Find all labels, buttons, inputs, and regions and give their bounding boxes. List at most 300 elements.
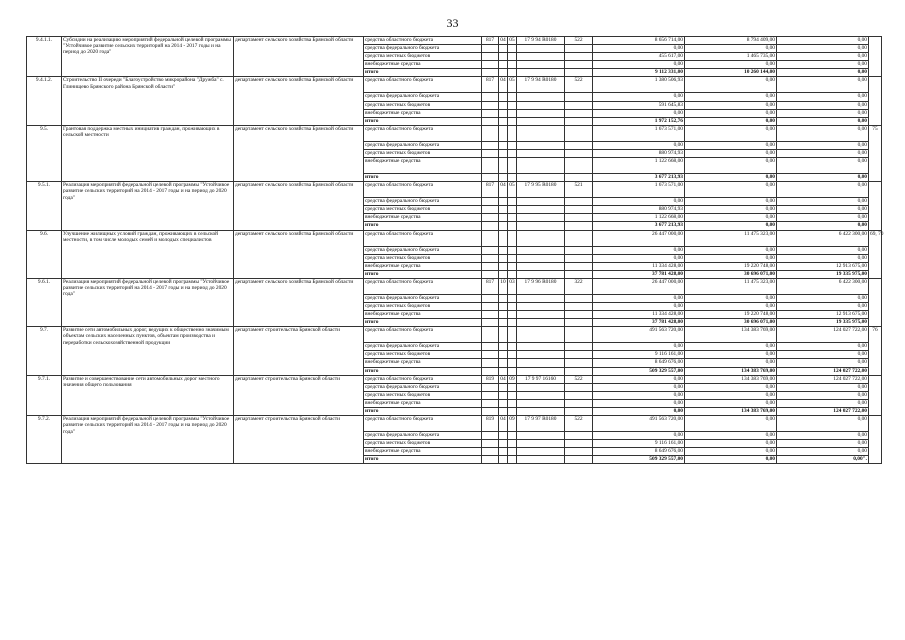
amount-year1-cell: 0,00 <box>593 383 685 391</box>
budget-table <box>26 36 882 464</box>
amount-year1-cell: 1 122 668,00 <box>593 158 685 174</box>
table-row <box>27 278 882 294</box>
subsection-code-cell <box>508 101 517 109</box>
funding-source-cell: средства местных бюджетов <box>364 391 482 399</box>
executor-cell: департамент сельского хозяйства Брянской области <box>234 125 364 181</box>
subsection-code-cell: 05 <box>509 37 515 43</box>
expense-type-cell <box>565 319 593 327</box>
funding-source-cell: средства областного бюджета <box>364 327 482 343</box>
table-row <box>27 37 882 45</box>
target-article-cell <box>517 359 565 367</box>
executor-cell: департамент сельского хозяйства Брянской области <box>234 37 364 77</box>
amount-year2-cell: 0,00 <box>685 158 777 174</box>
grbs-code-cell <box>482 270 499 278</box>
expense-type-cell: 322 <box>565 278 593 294</box>
item-number-cell: 9.5.1. <box>27 182 62 230</box>
subsection-code-cell <box>508 294 517 302</box>
executor-cell: департамент сельского хозяйства Брянской области <box>234 230 364 278</box>
amount-year1-cell: 491 563 720,00 <box>593 416 685 432</box>
funding-source-cell: внебюджетные средства <box>364 399 482 407</box>
target-article-cell <box>517 432 565 440</box>
section-code-cell <box>499 101 508 109</box>
amount-year3-cell: 0,00". <box>777 456 869 464</box>
amount-year2-cell: 0,00 <box>685 117 777 125</box>
subsection-code-cell: 09 <box>509 375 515 382</box>
amount-year1-cell: 0,00 <box>593 93 685 101</box>
section-code-cell <box>499 222 508 230</box>
section-code-cell <box>499 149 508 157</box>
amount-year1-cell: 0,00 <box>593 399 685 407</box>
amount-year1-cell: 0,00 <box>593 375 685 383</box>
amount-year1-cell: 0,00 <box>593 246 685 254</box>
grbs-code-cell <box>482 319 499 327</box>
amount-year3-cell: 6 422 300,00 <box>777 230 869 246</box>
amount-year3-cell: 0,00 <box>777 101 869 109</box>
section-code-cell <box>499 327 508 343</box>
amount-year3-cell: 0,00 <box>777 351 869 359</box>
amount-year2-cell: 0,00 <box>685 294 777 302</box>
amount-year2-cell: 0,00 <box>685 214 777 222</box>
expense-type-cell: 522 <box>565 416 593 432</box>
amount-year1-cell: 9 116 161,00 <box>593 440 685 448</box>
section-code-cell: 04 <box>499 182 508 198</box>
subsection-code-cell <box>508 311 517 319</box>
indicator-number-cell: 69, 70 <box>869 230 882 278</box>
amount-year2-cell: 134 383 769,00 <box>685 375 777 383</box>
grbs-code-cell <box>482 198 499 206</box>
grbs-code-cell <box>482 351 499 359</box>
section-code-cell: 04 <box>500 37 506 43</box>
grbs-code-cell: 817 <box>482 278 499 294</box>
grbs-code-cell <box>482 117 499 125</box>
amount-year3-cell: 0,00 <box>777 77 869 93</box>
amount-year3-cell: 0,00 <box>777 343 869 351</box>
item-number-cell: 9.6. <box>27 230 62 278</box>
amount-year3-cell: 0,00 <box>777 416 869 432</box>
amount-year1-cell: 0,00 <box>593 45 685 53</box>
section-code-cell <box>499 343 508 351</box>
table-row <box>27 182 882 198</box>
grbs-code-cell <box>482 69 499 77</box>
amount-year3-cell: 0,00 <box>777 302 869 310</box>
amount-year1-cell: 11 334 428,00 <box>593 262 685 270</box>
amount-year2-cell: 134 383 769,00 <box>685 367 777 375</box>
subsection-code-cell <box>508 383 517 391</box>
indicator-number-cell <box>869 77 882 125</box>
grbs-code-cell <box>482 440 499 448</box>
funding-source-cell: внебюджетные средства <box>364 214 482 222</box>
section-code-cell <box>499 254 508 262</box>
amount-year3-cell: 0,00 <box>777 391 869 399</box>
funding-source-cell: средства местных бюджетов <box>364 254 482 262</box>
amount-year1-cell: 26 447 000,00 <box>593 230 685 246</box>
expense-type-cell <box>565 440 593 448</box>
amount-year3-cell: 0,00 <box>777 399 869 407</box>
amount-year1-cell: 1 673 571,00 <box>593 125 685 141</box>
amount-year2-cell: 0,00 <box>685 391 777 399</box>
expense-type-cell <box>565 141 593 149</box>
amount-year2-cell: 0,00 <box>685 432 777 440</box>
target-article-cell <box>517 93 565 101</box>
section-code-cell <box>499 302 508 310</box>
section-code-cell <box>499 125 508 141</box>
amount-year2-cell: 134 383 769,00 <box>685 408 777 416</box>
indicator-number-cell <box>869 182 882 230</box>
amount-year1-cell: 0,00 <box>593 198 685 206</box>
subsection-code-cell: 05 <box>508 182 517 198</box>
indicator-number-cell: 76 <box>869 327 882 375</box>
amount-year3-cell: 0,00 <box>777 214 869 222</box>
amount-year1-cell: 880 974,93 <box>593 149 685 157</box>
expense-type-cell: 522 <box>565 375 593 383</box>
target-article-cell <box>517 391 565 399</box>
funding-source-cell: средства местных бюджетов <box>364 53 482 61</box>
amount-year2-cell: 0,00 <box>685 174 777 182</box>
grbs-code-cell <box>482 294 499 302</box>
funding-source-cell: внебюджетные средства <box>364 61 482 69</box>
funding-source-cell: итого <box>364 117 482 125</box>
expense-type-cell <box>565 125 593 141</box>
grbs-code-cell <box>482 45 499 53</box>
amount-year2-cell: 11 475 323,00 <box>685 278 777 294</box>
funding-source-cell: средства местных бюджетов <box>364 440 482 448</box>
target-article-cell <box>517 448 565 456</box>
amount-year1-cell: 509 329 557,00 <box>593 456 685 464</box>
amount-year2-cell: 0,00 <box>685 383 777 391</box>
table-row <box>27 327 882 343</box>
grbs-code-cell <box>482 141 499 149</box>
target-article-cell <box>517 45 565 53</box>
target-article-cell <box>517 399 565 407</box>
section-code-cell <box>499 214 508 222</box>
amount-year3-cell: 0,00 <box>777 93 869 101</box>
amount-year1-cell: 0,00 <box>593 391 685 399</box>
subsection-code-cell <box>508 327 517 343</box>
amount-year1-cell: 0,00 <box>593 294 685 302</box>
subsection-code-cell <box>508 432 517 440</box>
target-article-cell <box>517 262 565 270</box>
amount-year1-cell: 1 122 668,00 <box>593 214 685 222</box>
target-article-cell: 17 9 94 R0180 <box>517 37 565 45</box>
amount-year3-cell: 0,00 <box>777 174 869 182</box>
amount-year3-cell: 0,00 <box>777 448 869 456</box>
funding-source-cell: средства федерального бюджета <box>364 141 482 149</box>
subsection-code-cell <box>508 456 517 464</box>
subsection-code-cell <box>508 448 517 456</box>
subsection-code-cell <box>508 408 517 416</box>
expense-type-cell <box>565 174 593 182</box>
funding-source-cell: внебюджетные средства <box>364 359 482 367</box>
amount-year2-cell: 30 696 071,00 <box>685 270 777 278</box>
grbs-code-cell <box>482 302 499 310</box>
funding-source-cell: средства федерального бюджета <box>364 432 482 440</box>
expense-type-cell <box>565 367 593 375</box>
amount-year1-cell: 0,00 <box>593 61 685 69</box>
page-number: 33 <box>446 16 459 30</box>
amount-year3-cell: 124 027 722,00 <box>777 367 869 375</box>
amount-year3-cell: 0,00 <box>777 359 869 367</box>
section-code-cell <box>499 440 508 448</box>
target-article-cell <box>517 125 565 141</box>
amount-year2-cell: 0,00 <box>685 141 777 149</box>
expense-type-cell <box>565 101 593 109</box>
amount-year3-cell: 6 422 300,00 <box>777 278 869 294</box>
grbs-code-cell <box>482 149 499 157</box>
expense-type-cell <box>565 69 593 77</box>
grbs-code-cell <box>482 432 499 440</box>
amount-year3-cell: 124 027 722,00 <box>777 375 869 383</box>
expense-type-cell <box>565 351 593 359</box>
subsection-code-cell <box>508 343 517 351</box>
amount-year2-cell: 8 794 409,00 <box>685 37 777 45</box>
amount-year1-cell: 9 116 161,00 <box>593 351 685 359</box>
executor-cell: департамент сельского хозяйства Брянской области <box>234 182 364 230</box>
expense-type-cell <box>565 270 593 278</box>
expense-type-cell <box>565 246 593 254</box>
section-code-cell: 04 <box>500 375 506 382</box>
expense-type-cell <box>565 198 593 206</box>
target-article-cell <box>517 343 565 351</box>
subsection-code-cell <box>508 93 517 101</box>
grbs-code-cell <box>482 214 499 222</box>
section-code-cell <box>499 158 508 174</box>
funding-source-cell: средства местных бюджетов <box>364 206 482 214</box>
funding-source-cell: средства федерального бюджета <box>364 383 482 391</box>
subsection-code-cell <box>508 351 517 359</box>
funding-source-cell: средства федерального бюджета <box>364 294 482 302</box>
target-article-cell <box>517 214 565 222</box>
expense-type-cell: 521 <box>565 182 593 198</box>
expense-type-cell <box>565 408 593 416</box>
target-article-cell: 17 9 94 R0180 <box>517 77 565 93</box>
amount-year1-cell: 8 649 676,00 <box>593 448 685 456</box>
target-article-cell <box>517 456 565 464</box>
grbs-code-cell <box>482 448 499 456</box>
subsection-code-cell <box>508 69 517 77</box>
section-code-cell <box>499 109 508 117</box>
target-article-cell <box>517 158 565 174</box>
section-code-cell <box>499 391 508 399</box>
amount-year2-cell: 134 383 769,00 <box>685 327 777 343</box>
amount-year1-cell: 8 656 714,00 <box>593 37 685 45</box>
subsection-code-cell <box>508 53 517 61</box>
item-number-cell: 9.7.2. <box>27 416 62 464</box>
amount-year2-cell: 0,00 <box>685 45 777 53</box>
funding-source-cell: средства областного бюджета <box>364 230 482 246</box>
funding-source-cell: средства областного бюджета <box>364 375 482 383</box>
grbs-code-cell <box>482 61 499 69</box>
amount-year3-cell: 0,00 <box>777 149 869 157</box>
amount-year1-cell: 591 645,83 <box>593 101 685 109</box>
expense-type-cell <box>565 61 593 69</box>
amount-year2-cell: 0,00 <box>685 101 777 109</box>
amount-year3-cell: 0,00 <box>777 53 869 61</box>
amount-year3-cell: 19 335 975,00 <box>777 270 869 278</box>
section-code-cell <box>499 448 508 456</box>
amount-year2-cell: 0,00 <box>685 254 777 262</box>
subsection-code-cell <box>508 367 517 375</box>
amount-year2-cell: 0,00 <box>685 302 777 310</box>
funding-source-cell: внебюджетные средства <box>364 448 482 456</box>
expense-type-cell <box>565 222 593 230</box>
target-article-cell <box>517 294 565 302</box>
amount-year1-cell: 0,00 <box>593 254 685 262</box>
expense-type-cell <box>565 158 593 174</box>
amount-year3-cell: 0,00 <box>777 206 869 214</box>
amount-year3-cell: 12 913 675,00 <box>777 262 869 270</box>
expense-type-cell <box>565 448 593 456</box>
table-row <box>27 375 882 383</box>
subsection-code-cell: 05 <box>508 77 517 93</box>
amount-year1-cell: 0,00 <box>593 343 685 351</box>
table-row <box>27 230 882 246</box>
expense-type-cell <box>565 359 593 367</box>
target-article-cell <box>517 198 565 206</box>
grbs-code-cell: 817 <box>482 77 499 93</box>
grbs-code-cell <box>482 53 499 61</box>
grbs-code-cell <box>482 101 499 109</box>
expense-type-cell <box>565 93 593 101</box>
section-code-cell <box>499 230 508 246</box>
activity-name-cell: Улучшение жилищных условий граждан, проживающих в сельской местности, в том числе молодых семей и молодых специалистов <box>62 230 234 278</box>
subsection-code-cell: 09 <box>508 416 517 432</box>
amount-year1-cell: 1 380 506,93 <box>593 77 685 93</box>
amount-year2-cell: 10 260 144,00 <box>685 69 777 77</box>
amount-year1-cell: 3 677 213,93 <box>593 174 685 182</box>
section-code-cell <box>499 262 508 270</box>
grbs-code-cell <box>482 206 499 214</box>
amount-year2-cell: 30 696 071,00 <box>685 319 777 327</box>
expense-type-cell <box>565 456 593 464</box>
funding-source-cell: итого <box>364 174 482 182</box>
section-code-cell <box>499 174 508 182</box>
grbs-code-cell <box>482 408 499 416</box>
funding-source-cell: средства областного бюджета <box>364 37 482 45</box>
section-code-cell <box>499 141 508 149</box>
amount-year1-cell: 3 677 213,93 <box>593 222 685 230</box>
subsection-code-cell <box>508 230 517 246</box>
expense-type-cell <box>565 149 593 157</box>
amount-year2-cell: 0,00 <box>685 198 777 206</box>
expense-type-cell <box>565 117 593 125</box>
amount-year2-cell: 0,00 <box>685 206 777 214</box>
funding-source-cell: итого <box>364 456 482 464</box>
amount-year2-cell: 0,00 <box>685 343 777 351</box>
subsection-code-cell <box>508 206 517 214</box>
amount-year1-cell: 455 617,00 <box>593 53 685 61</box>
expense-type-cell <box>565 262 593 270</box>
table-row <box>27 125 882 141</box>
section-code-cell <box>499 198 508 206</box>
section-code-cell <box>499 351 508 359</box>
subsection-code-cell <box>508 246 517 254</box>
section-code-cell <box>499 246 508 254</box>
grbs-code-cell <box>482 262 499 270</box>
expense-type-cell: 522 <box>565 37 593 45</box>
amount-year3-cell: 0,00 <box>777 37 869 45</box>
target-article-cell: 17 9 97 R0180 <box>517 416 565 432</box>
target-article-cell <box>517 69 565 77</box>
subsection-code-cell <box>508 319 517 327</box>
funding-source-cell: средства федерального бюджета <box>364 343 482 351</box>
amount-year3-cell: 0,00 <box>777 125 869 141</box>
target-article-cell <box>517 117 565 125</box>
grbs-code-cell <box>482 311 499 319</box>
amount-year2-cell: 0,00 <box>685 93 777 101</box>
funding-source-cell: средства местных бюджетов <box>364 302 482 310</box>
subsection-code-cell <box>508 149 517 157</box>
subsection-code-cell <box>508 399 517 407</box>
executor-cell: департамент строительства Брянской области <box>234 416 364 464</box>
target-article-cell <box>517 351 565 359</box>
amount-year1-cell: 1 673 571,00 <box>593 182 685 198</box>
target-article-cell: 17 9 97 16160 <box>517 375 565 383</box>
subsection-code-cell <box>508 109 517 117</box>
amount-year2-cell: 0,00 <box>685 416 777 432</box>
target-article-cell <box>517 149 565 157</box>
grbs-code-cell <box>482 383 499 391</box>
indicator-number-cell <box>869 37 882 77</box>
amount-year1-cell: 8 649 676,00 <box>593 359 685 367</box>
subsection-code-cell <box>508 302 517 310</box>
grbs-code-cell: 819 <box>482 375 499 383</box>
section-code-cell <box>499 399 508 407</box>
expense-type-cell <box>565 206 593 214</box>
amount-year2-cell: 11 475 323,00 <box>685 230 777 246</box>
expense-type-cell <box>565 302 593 310</box>
amount-year3-cell: 0,00 <box>777 440 869 448</box>
activity-name-cell: Реализация мероприятий федеральной целевой программы "Устойчивое развитие сельских территорий на 2014 - 2017 годы и на период до 2020 года" <box>62 416 234 464</box>
target-article-cell: 17 9 95 R0180 <box>517 182 565 198</box>
funding-source-cell: средства федерального бюджета <box>364 198 482 206</box>
indicator-number-cell <box>869 416 882 464</box>
item-number-cell: 9.4.1.1. <box>27 37 62 77</box>
amount-year1-cell: 0,00 <box>593 432 685 440</box>
funding-source-cell: средства местных бюджетов <box>364 101 482 109</box>
section-code-cell: 10 <box>499 278 508 294</box>
activity-name-cell: Грантовая поддержка местных инициатив граждан, проживающих в сельской местности <box>62 125 234 181</box>
section-code-cell <box>499 432 508 440</box>
amount-year1-cell: 37 781 428,00 <box>593 270 685 278</box>
amount-year1-cell: 0,00 <box>593 302 685 310</box>
expense-type-cell <box>565 327 593 343</box>
amount-year3-cell: 0,00 <box>777 61 869 69</box>
funding-source-cell: средства федерального бюджета <box>364 45 482 53</box>
target-article-cell <box>517 302 565 310</box>
subsection-code-cell <box>508 174 517 182</box>
table-body <box>27 37 882 464</box>
section-code-cell: 04 <box>499 77 508 93</box>
target-article-cell <box>517 311 565 319</box>
section-code-cell <box>499 311 508 319</box>
amount-year3-cell: 12 913 675,00 <box>777 311 869 319</box>
amount-year2-cell: 0,00 <box>685 399 777 407</box>
item-number-cell: 9.4.1.2. <box>27 77 62 125</box>
amount-year2-cell: 0,00 <box>685 77 777 93</box>
subsection-code-cell <box>508 117 517 125</box>
target-article-cell <box>517 367 565 375</box>
amount-year3-cell: 0,00 <box>777 294 869 302</box>
subsection-code-cell <box>508 45 517 53</box>
target-article-cell <box>517 206 565 214</box>
target-article-cell <box>517 53 565 61</box>
amount-year2-cell: 0,00 <box>685 61 777 69</box>
grbs-code-cell <box>482 391 499 399</box>
amount-year3-cell: 0,00 <box>777 246 869 254</box>
indicator-number-cell: 75 <box>869 125 882 181</box>
amount-year2-cell: 0,00 <box>685 149 777 157</box>
indicator-number-cell <box>869 278 882 326</box>
